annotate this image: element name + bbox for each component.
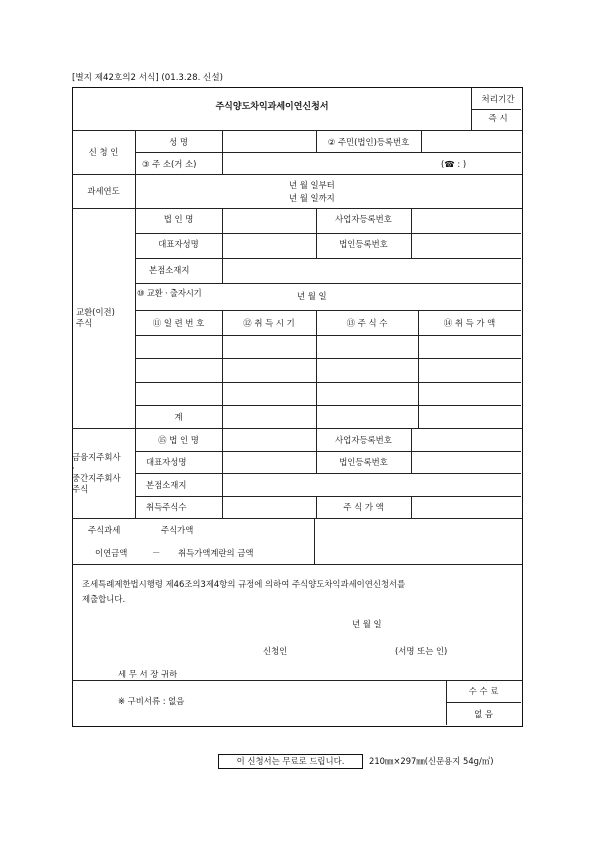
exchange-biz-reg-field[interactable] <box>412 209 520 232</box>
holding-acq-shares-field[interactable] <box>223 497 315 517</box>
holding-biz-reg-label: 사업자등록번호 <box>335 435 392 445</box>
required-docs-note: ※ 구비서류 : 없음 <box>118 696 185 706</box>
applicant-name-field[interactable] <box>223 131 315 151</box>
fee-value: 없 음 <box>474 709 493 719</box>
exchange-hq-label: 본점소재지 <box>149 265 190 275</box>
holding-hq-field[interactable] <box>223 474 520 495</box>
col-shares-header: ⑬ 주 식 수 <box>346 318 388 328</box>
exchange-time-label: ⑩ 교환 · 출자시기 <box>137 288 202 298</box>
exchange-date: 년 월 일 <box>297 291 327 301</box>
applicant-address-field[interactable] <box>223 153 433 173</box>
exchange-corp-name-label: 법 인 명 <box>163 214 194 224</box>
processing-period-value: 즉 시 <box>488 114 508 124</box>
exchange-biz-reg-label: 사업자등록번호 <box>335 214 392 224</box>
exchange-ceo-field[interactable] <box>223 234 315 257</box>
fee-label: 수 수 료 <box>468 686 499 696</box>
statement-applicant-label: 신청인 <box>263 646 288 656</box>
applicant-section-label: 신 청 인 <box>88 147 119 157</box>
tax-year-from: 년 월 일부터 <box>289 180 335 190</box>
exchange-corp-reg-label: 법인등록번호 <box>339 239 388 249</box>
col-acq-price-header: ⑭ 취 득 가 액 <box>443 318 496 328</box>
tax-year-to: 년 월 일까지 <box>289 193 335 203</box>
applicant-address-label: ③ 주 소(거 소) <box>142 159 197 169</box>
deferral-formula-1: 주식가액 <box>161 525 194 535</box>
processing-period-label: 처리기간 <box>481 95 515 105</box>
form-number-note: [별지 제42호의2 서식] (01.3.28. 신설) <box>72 73 223 83</box>
deferral-formula-2: 취득가액계란의 금액 <box>178 548 254 558</box>
exchange-hq-field[interactable] <box>223 259 520 282</box>
applicant-reg-no-field[interactable] <box>422 131 520 151</box>
deferral-label-2: 이연금액 <box>95 548 128 558</box>
table-row[interactable] <box>136 336 520 357</box>
holding-corp-name-field[interactable] <box>223 429 315 450</box>
applicant-phone: (☎ : ) <box>441 159 467 169</box>
holding-price-field[interactable] <box>412 497 520 517</box>
holding-biz-reg-field[interactable] <box>412 429 520 450</box>
free-notice: 이 신청서는 무료로 드립니다. <box>236 756 345 766</box>
holding-acq-shares-label: 취득주식수 <box>146 502 187 512</box>
applicant-name-label: 성 명 <box>169 137 188 147</box>
statement-line-2: 제출합니다. <box>82 594 126 604</box>
applicant-reg-no-label: ② 주민(법인)등록번호 <box>327 137 410 147</box>
holding-section-label: 금융지주회사 · 중간지주회사 주식 <box>72 452 121 494</box>
holding-ceo-field[interactable] <box>223 452 315 472</box>
statement-date: 년 월 일 <box>352 619 382 629</box>
statement-line-1: 조세특례제한법시행령 제46조의3제4항의 규정에 의하여 주식양도차익과세이연신청서를 <box>82 579 406 589</box>
form-title: 주식양도차익과세이연신청서 <box>215 102 329 112</box>
table-row[interactable] <box>136 359 520 381</box>
paper-spec: 210㎜×297㎜(신문용지 54g/㎡) <box>369 756 494 766</box>
col-acq-time-header: ⑫ 취 득 시 기 <box>243 318 295 328</box>
table-row[interactable] <box>136 383 520 404</box>
total-row-fields[interactable] <box>223 406 520 427</box>
tax-year-label: 과세연도 <box>87 186 120 196</box>
total-row-label: 계 <box>174 412 183 422</box>
exchange-corp-name-field[interactable] <box>223 209 315 232</box>
exchange-corp-reg-field[interactable] <box>412 234 520 257</box>
holding-hq-label: 본점소재지 <box>146 480 187 490</box>
holding-price-label: 주 식 가 액 <box>343 502 384 512</box>
col-serial-header: ⑪ 일 련 번 호 <box>152 318 205 328</box>
holding-ceo-label: 대표자성명 <box>146 457 187 467</box>
exchange-ceo-label: 대표자성명 <box>158 239 199 249</box>
holding-corp-reg-label: 법인등록번호 <box>339 457 388 467</box>
statement-sign-note: (서명 또는 인) <box>395 646 448 656</box>
exchange-section-label: 교환(이전) 주식 <box>76 307 115 328</box>
tax-office-addressee: 세 무 서 장 귀하 <box>118 670 178 678</box>
statement-signature-field[interactable] <box>300 640 390 658</box>
holding-corp-name-label: ⑮ 법 인 명 <box>158 435 199 445</box>
deferral-label-1: 주식과세 <box>88 525 121 535</box>
holding-corp-reg-field[interactable] <box>412 452 520 472</box>
deferral-amount-field[interactable] <box>315 519 520 563</box>
deferral-minus: － <box>152 548 161 558</box>
